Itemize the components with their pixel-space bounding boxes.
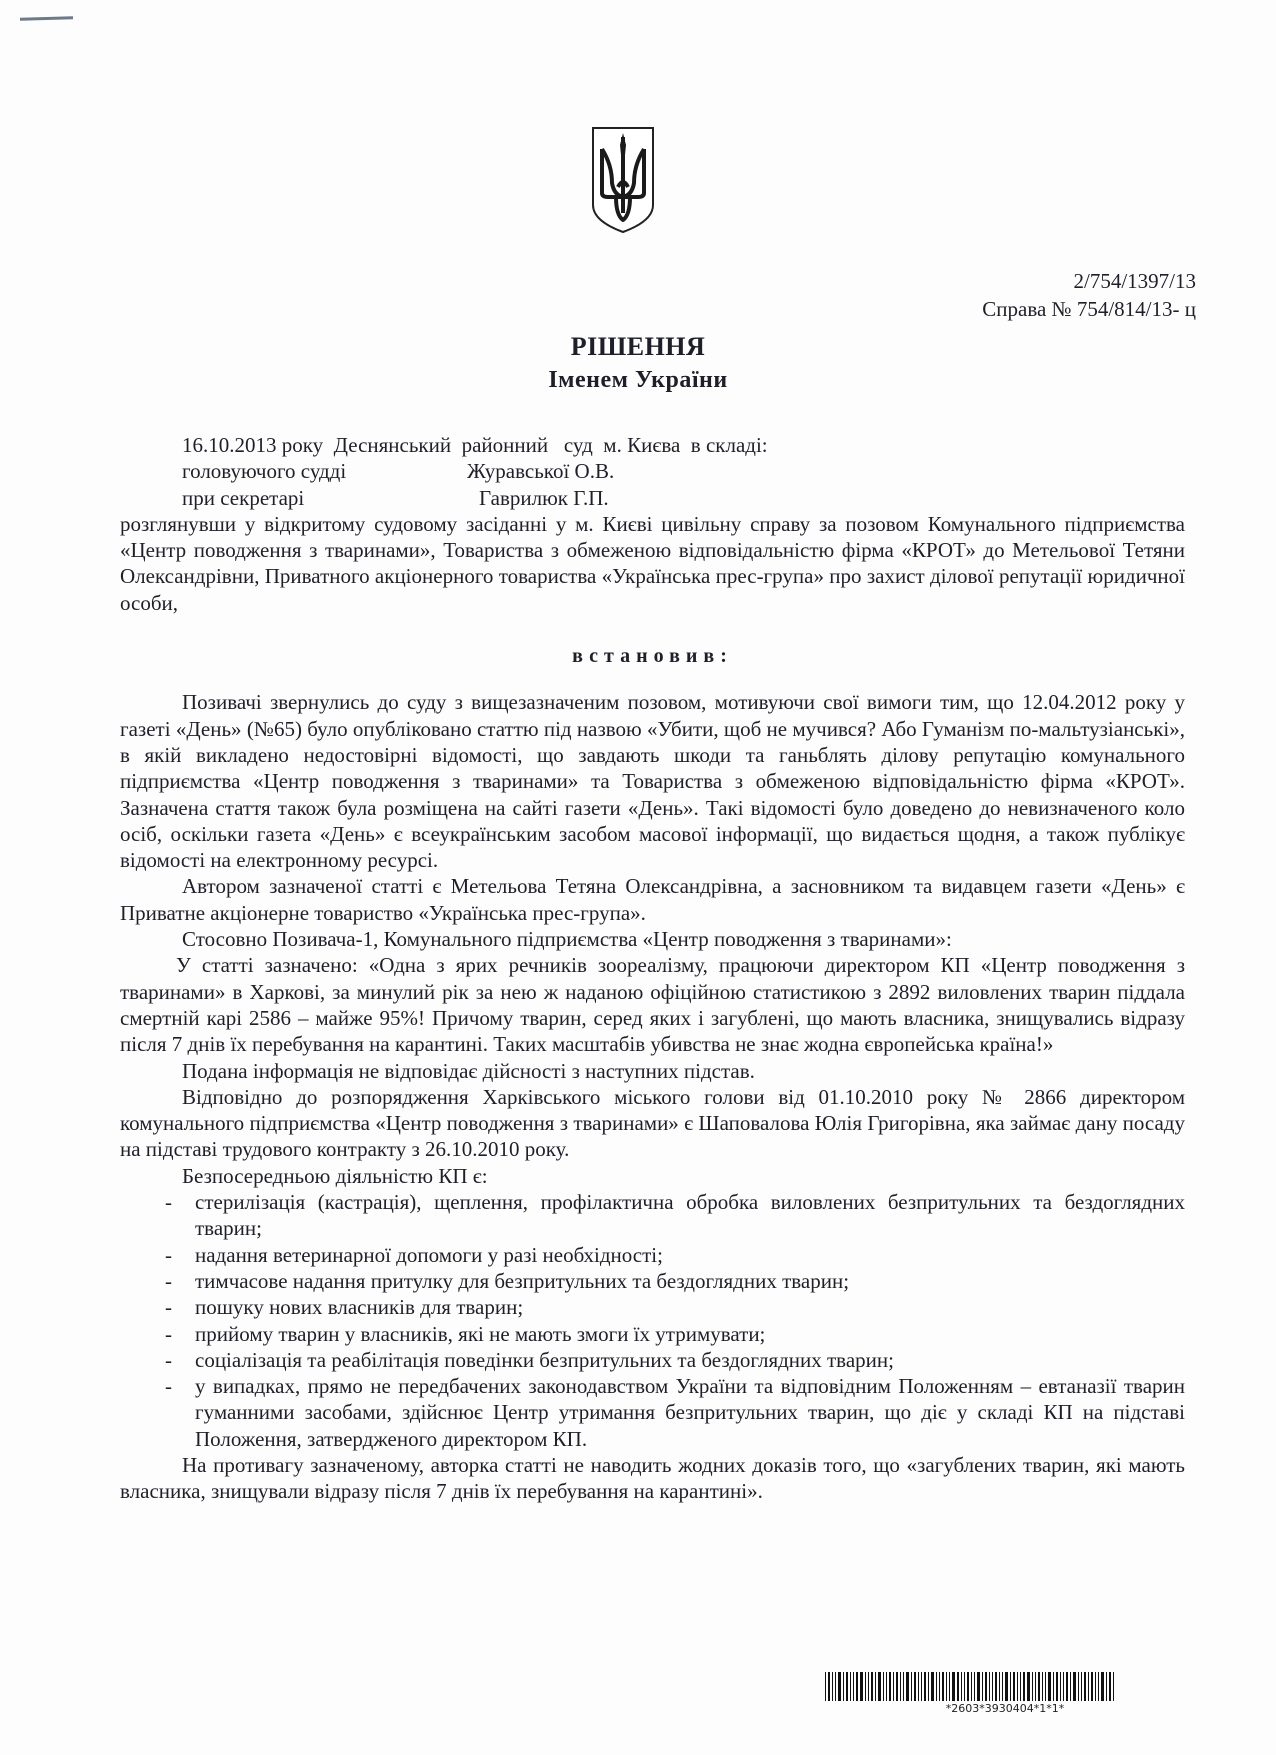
document-barcode xyxy=(825,1672,1145,1715)
title-subtitle: Іменем України xyxy=(548,367,728,393)
document-body xyxy=(120,432,1185,1505)
list-item: - стерилізація (кастрація), щеплення, профілактична обробка виловлених безпритульних та бездоглядних тварин; xyxy=(165,1190,1185,1241)
paragraph-quote: У статті зазначено: «Одна з ярих речників зоореалізму, працюючи директором КП «Центр поводження з тваринами» в Харкові, за минулий рік за нею ж наданою офіційною статистикою з 2892 виловлених тварин піддала смертній карі 2586 – майже 95%! Причому тварин, серед яких і загублені, що мають власника, знищувались відразу після 7 днів їх перебування на карантині. Таких масштабів убивства не знає жодна європейська країна!» xyxy=(120,953,1185,1057)
list-item: - у випадках, прямо не передбачених законодавством України та відповідним Положенням – евтаназії тварин гуманними засобами, здійснює Центр утримання безпритульних тварин, що діє у складі КП на підставі Положення, затвердженого директором КП. xyxy=(165,1374,1185,1451)
case-number: Справа № 754/814/13- ц xyxy=(982,297,1196,321)
scan-corner-mark xyxy=(20,16,73,20)
paragraph: Автором зазначеної статті є Метельова Тетяна Олександрівна, а засновником та видавцем газети «День» є Приватне акціонерне товариство «Українська прес-група». xyxy=(120,874,1185,925)
judge-label: головуючого судді xyxy=(182,459,347,484)
paragraph: Стосовно Позивача-1, Комунального підприємства «Центр поводження з тваринами»: xyxy=(182,927,952,952)
document-title xyxy=(0,330,1276,396)
closing-paragraph: На противагу зазначеному, авторка статті не наводить жодних доказів того, що «загублених тварин, які мають власника, знищували відразу після 7 днів їх перебування на карантині». xyxy=(120,1452,1185,1504)
ukraine-trident-emblem-icon xyxy=(590,125,656,235)
case-identifiers xyxy=(982,267,1196,323)
paragraph: Позивачі звернулись до суду з вищезазначеним позовом, мотивуючи свої вимоги тим, що 12.04.2012 року у газеті «День» (№65) було опубліковано статтю під назвою «Убити, щоб не мучився? Або Гуманізм по-мальтузіанські», в якій викладено недостовірні відомості, що завдають шкоди та ганьблять ділову репутацію комунального підприємства «Центр поводження з тваринами» та Товариства з обмеженою відповідальністю фірма «КРОТ». Зазначена стаття також була розміщена на сайті газети «День». Такі відомості було доведено до невизначеного коло осіб, оскільки газета «День» є всеукраїнським засобом масової інформації, що видається щодня, а також публікує відомості на електронному ресурсі. xyxy=(120,690,1185,873)
list-item: - пошуку нових власників для тварин; xyxy=(165,1295,524,1320)
registry-number: 2/754/1397/13 xyxy=(1073,269,1196,293)
list-item: - прийому тварин у власників, які не мають змоги їх утримувати; xyxy=(165,1321,766,1346)
list-item: - надання ветеринарної допомоги у разі необхідності; xyxy=(165,1242,663,1267)
court-intro: 16.10.2013 року Деснянський районний суд м. Києва в складі: xyxy=(182,433,768,457)
judge-row xyxy=(120,458,1185,484)
secretary-row xyxy=(120,485,1185,511)
activities-list xyxy=(120,1189,1185,1452)
section-heading-established: встановив: xyxy=(572,645,733,668)
secretary-name: Гаврилюк Г.П. xyxy=(479,485,609,510)
barcode-number: *2603*3930404*1*1* xyxy=(945,1702,1065,1715)
title-main: РІШЕННЯ xyxy=(570,332,706,361)
list-item: - тимчасове надання притулку для безпритульних та бездоглядних тварин; xyxy=(165,1268,850,1293)
list-item: - соціалізація та реабілітація поведінки безпритульних та бездоглядних тварин; xyxy=(165,1347,894,1372)
paragraph: Безпосередньою діяльністю КП є: xyxy=(182,1163,488,1188)
case-description: розглянувши у відкритому судовому засіданні у м. Києві цивільну справу за позовом Комунального підприємства «Центр поводження з тваринами», Товариства з обмеженою відповідальністю фірма «КРОТ» до Метельової Тетяни Олександрівни, Приватного акціонерного товариства «Українська прес-група» про захист ділової репутації юридичної особи, xyxy=(120,511,1185,615)
secretary-label: при секретарі xyxy=(182,485,305,510)
judge-name: Журавської О.В. xyxy=(467,459,615,484)
paragraph: Відповідно до розпорядження Харківського міського голови від 01.10.2010 року № 2866 директором комунального підприємства «Центр поводження з тваринами» є Шаповалова Юлія Григорівна, яка займає дану посаду на підставі трудового контракту з 26.10.2010 року. xyxy=(120,1084,1185,1162)
paragraph: Подана інформація не відповідає дійсності з наступних підстав. xyxy=(182,1058,755,1083)
barcode-icon xyxy=(825,1672,1145,1701)
